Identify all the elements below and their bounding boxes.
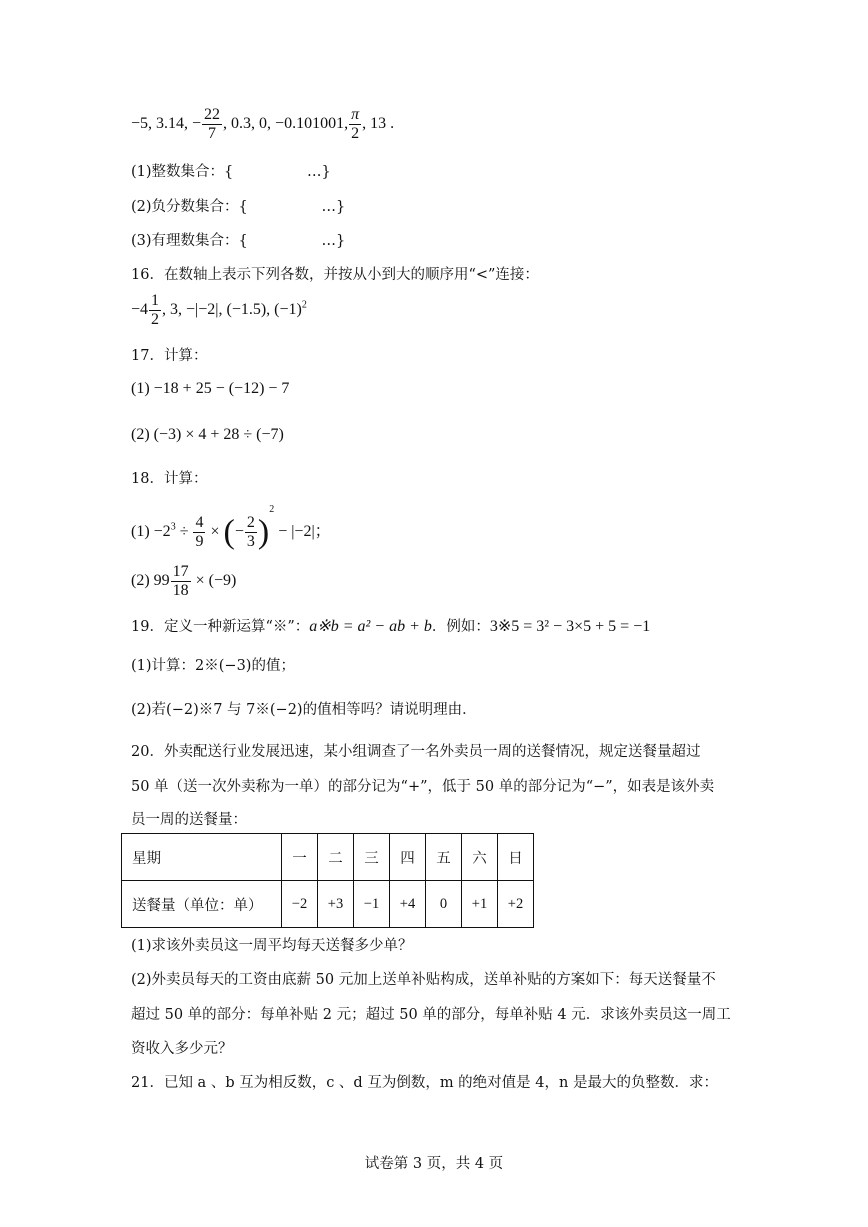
q15-numbers-prefix: −5, 3.14, − — [131, 114, 202, 132]
q21-stem: 21．已知 a 、b 互为相反数，c 、d 互为倒数，m 的绝对值是 4，n 是最大的负整数．求： — [131, 1075, 718, 1091]
q15-part2: (2)负分数集合：{ …} — [131, 199, 346, 215]
table-row — [122, 834, 534, 881]
table-value: +3 — [318, 881, 354, 928]
table-day: 二 — [318, 834, 354, 881]
table-value: +1 — [462, 881, 498, 928]
right-paren: ) — [257, 513, 270, 551]
q17-stem: 17．计算： — [131, 348, 208, 364]
q15-number-list — [131, 106, 394, 142]
table-row — [122, 881, 534, 928]
table-header-label: 星期 — [122, 834, 282, 881]
q20-line1: 20．外卖配送行业发展迅速，某小组调查了一名外卖员一周的送餐情况，规定送餐量超过 — [131, 744, 701, 760]
fraction-17-18: $\frac{17}{18}$ — [172, 563, 189, 599]
q15-numbers-suffix: , 13 . — [362, 114, 395, 132]
fraction-pi-2: $\frac{\pi}{2}$ — [351, 106, 360, 142]
q19-example: 3※5 = 3² − 3×5 + 5 = −1 — [489, 618, 651, 635]
fraction-22-7: $\frac{22}{7}$ — [204, 106, 221, 142]
q15-part3: (3)有理数集合：{ …} — [131, 233, 346, 249]
table-day: 三 — [354, 834, 390, 881]
q18-part2: (2) 99 $\frac{17}{18}$ × (−9) — [131, 563, 237, 599]
table-value: +4 — [390, 881, 426, 928]
q17-part2: (2) (−3) × 4 + 28 ÷ (−7) — [131, 426, 284, 443]
q20-part2-line1: (2)外卖员每天的工资由底薪 50 元加上送单补贴构成，送单补贴的方案如下：每天送餐量不 — [131, 972, 716, 988]
fraction-1-2: $\frac{1}{2}$ — [151, 292, 160, 328]
q18-stem: 18．计算： — [131, 471, 208, 487]
q20-line3: 员一周的送餐量： — [131, 812, 247, 828]
q18-part1: $(1) -2^3$ ÷ $\frac{4}{9}$ × (− $\frac{2}{3}$ )$^2$ − |−2|； — [131, 504, 331, 551]
q20-part2-line3: 资收入多少元？ — [131, 1041, 233, 1057]
delivery-table — [121, 833, 534, 928]
table-day: 日 — [498, 834, 534, 881]
q19-part1: (1)计算：2※(−3)的值； — [131, 658, 295, 674]
fraction-4-9: $\frac{4}{9}$ — [195, 514, 204, 550]
q17-part1: (1) −18 + 25 − (−12) − 7 — [131, 380, 290, 397]
table-value: +2 — [498, 881, 534, 928]
q20-part1: (1)求该外卖员这一周平均每天送餐多少单？ — [131, 938, 413, 954]
table-value: 0 — [426, 881, 462, 928]
q19-stem: 19．定义一种新运算“※”：a※b = a² − ab + b．例如：3※5 = 3² − 3×5 + 5 = −1 — [131, 618, 651, 635]
table-day: 一 — [282, 834, 318, 881]
q15-part1: (1)整数集合：{ …} — [131, 164, 331, 180]
q16-stem: 16．在数轴上表示下列各数，并按从小到大的顺序用“<”连接： — [131, 267, 539, 283]
fraction-2-3: $\frac{2}{3}$ — [246, 514, 255, 550]
q20-part2-line2: 超过 50 单的部分：每单补贴 2 元；超过 50 单的部分，每单补贴 4 元．求该外卖员这一周工 — [131, 1007, 731, 1023]
table-value: −1 — [354, 881, 390, 928]
q15-numbers-mid: , 0.3, 0, −0.101001, — [223, 114, 349, 132]
q19-part2: (2)若(−2)※7 与 7※(−2)的值相等吗？请说明理由． — [131, 702, 477, 718]
q19-definition: a※b = a² − ab + b — [309, 618, 432, 635]
table-value: −2 — [282, 881, 318, 928]
table-day: 五 — [426, 834, 462, 881]
page-footer: 试卷第 3 页，共 4 页 — [364, 1156, 504, 1172]
table-day: 六 — [462, 834, 498, 881]
table-row-label: 送餐量（单位：单） — [122, 881, 282, 928]
q20-line2: 50 单（送一次外卖称为一单）的部分记为“+”，低于 50 单的部分记为“−”，如表是该外卖 — [131, 779, 715, 795]
q16-expression: −4 $\frac{1}{2}$ , 3, −|−2|, (−1.5), $(-1)^2$ — [131, 292, 307, 328]
table-day: 四 — [390, 834, 426, 881]
left-paren: ( — [223, 513, 235, 551]
